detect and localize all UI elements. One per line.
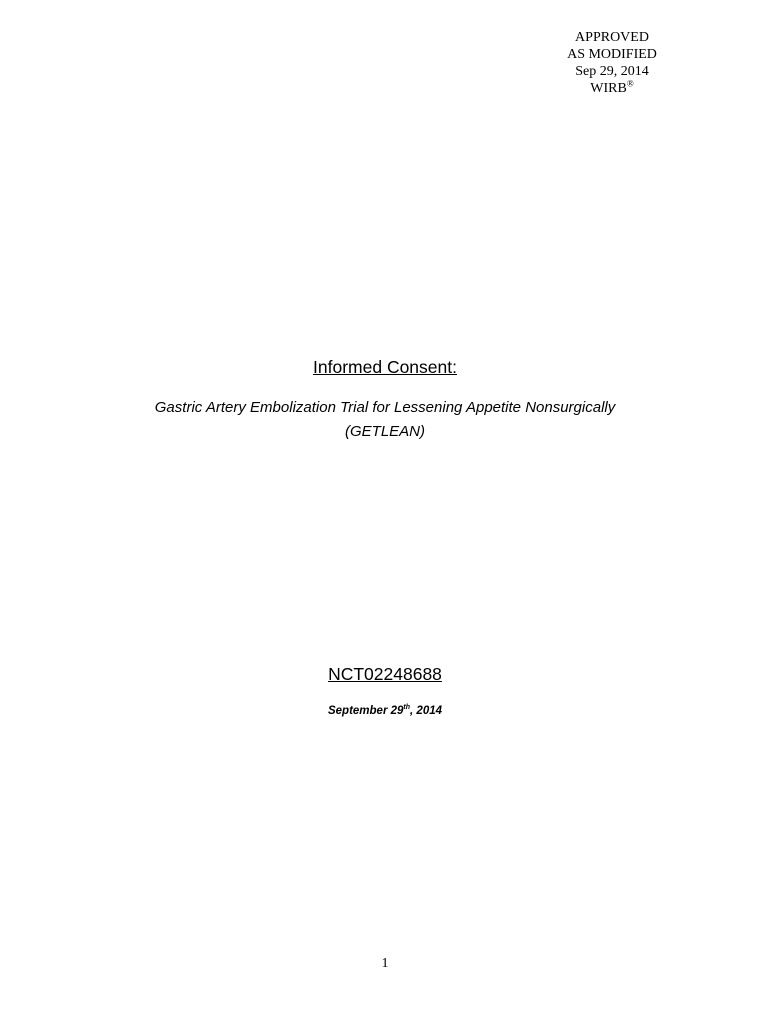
approval-stamp-modified: AS MODIFIED	[567, 47, 657, 62]
approval-stamp-date: Sep 29, 2014	[575, 64, 649, 79]
document-date-year: , 2014	[410, 705, 443, 717]
approval-stamp-board	[540, 80, 684, 97]
page-number: 1	[381, 956, 389, 971]
document-date-month-day: September 29	[327, 705, 404, 717]
trial-identifier: NCT02248688	[328, 664, 442, 684]
trial-name-line-2: (GETLEAN)	[344, 423, 425, 440]
registered-mark: ®	[626, 78, 634, 89]
trial-name-line-1: Gastric Artery Embolization Trial for Lessening Appetite Nonsurgically	[154, 399, 616, 416]
approval-stamp-board-name: WIRB	[590, 81, 627, 96]
approval-stamp-status: APPROVED	[575, 30, 649, 45]
document-date-ordinal: th	[403, 704, 411, 712]
approval-stamp	[540, 29, 684, 97]
document-date	[0, 702, 770, 720]
document-title: Informed Consent:	[313, 357, 457, 377]
trial-name	[0, 396, 770, 444]
